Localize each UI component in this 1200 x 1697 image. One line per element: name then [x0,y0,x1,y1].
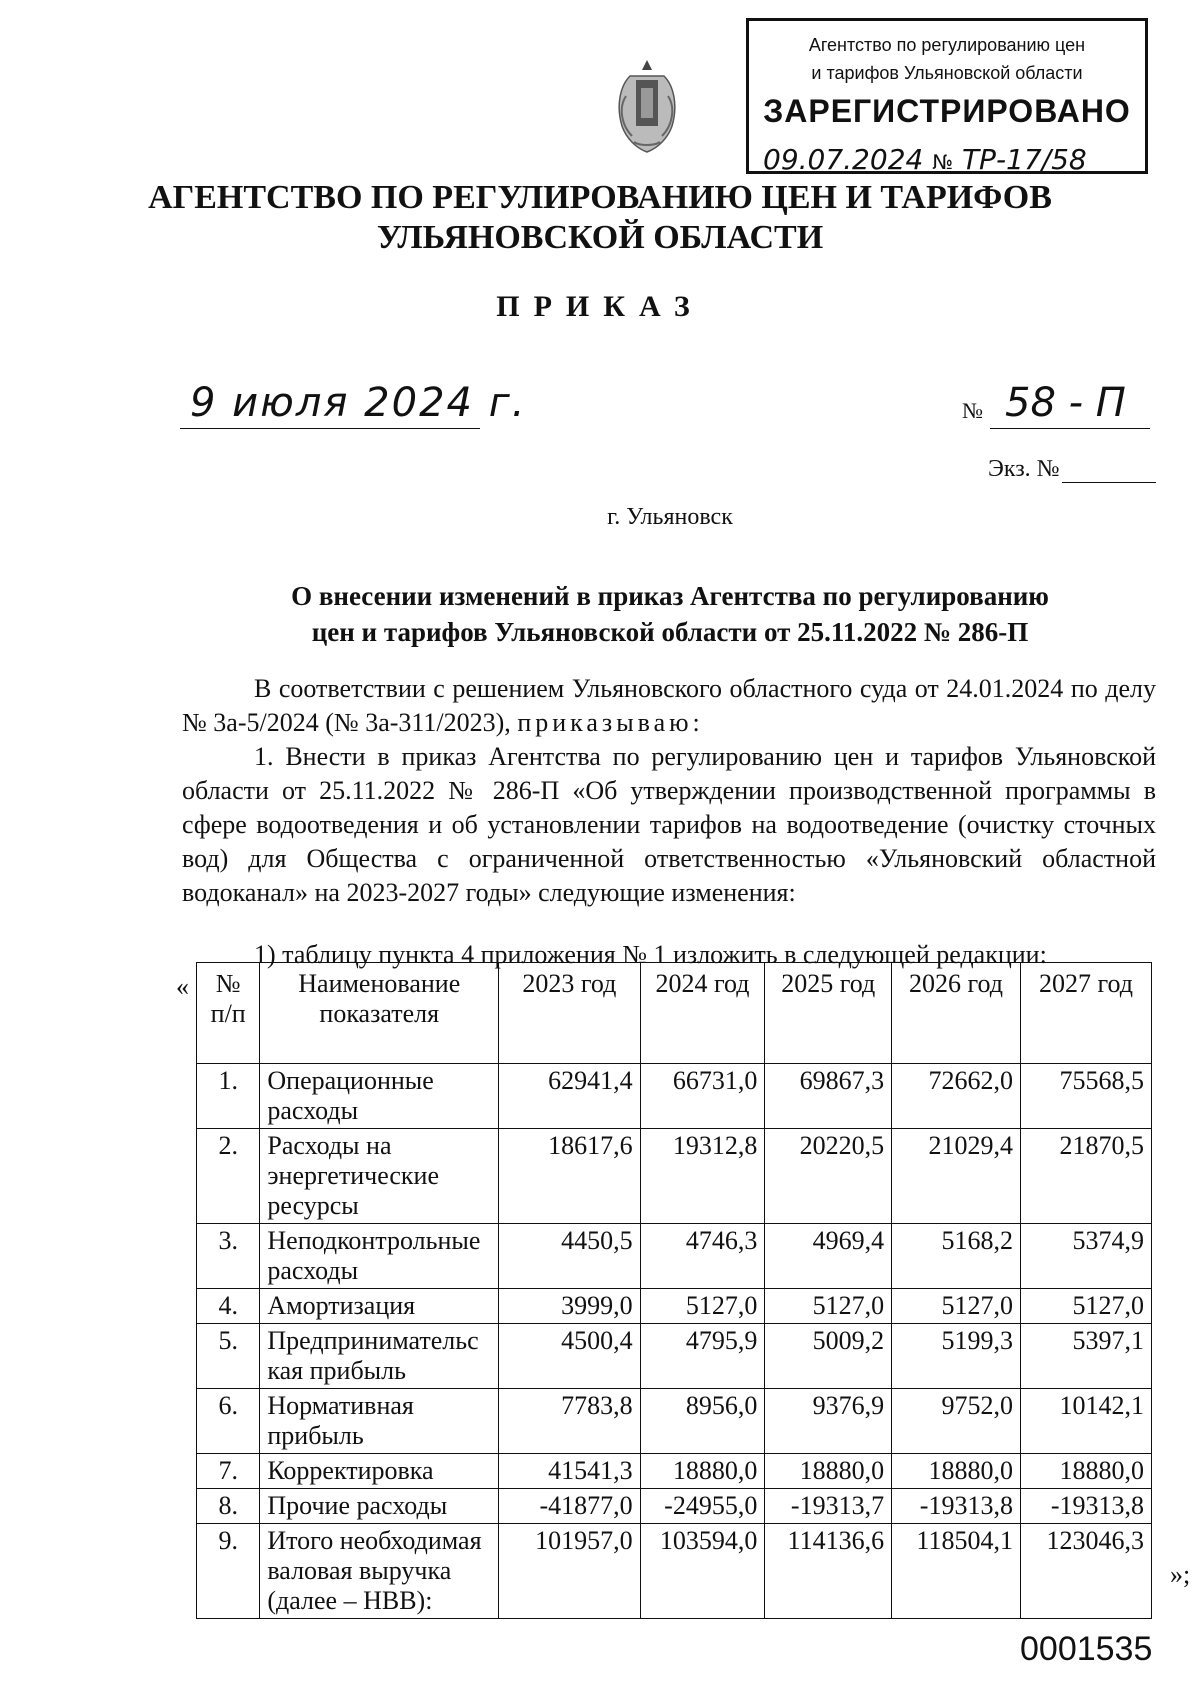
row-name: Прочие расходы [260,1489,499,1524]
number-underline [990,428,1150,429]
table-row [197,1289,1152,1324]
stamp-agency-line1: Агентство по регулированию цен [808,35,1086,55]
row-name: Нормативная прибыль [260,1389,499,1454]
value-2025: 5127,0 [765,1289,892,1324]
value-2026: -19313,8 [892,1489,1021,1524]
value-2027: 5127,0 [1020,1289,1151,1324]
row-number: 2. [197,1129,260,1224]
quote-open: « [176,972,189,1001]
value-2025: 69867,3 [765,1064,892,1129]
value-2026: 5127,0 [892,1289,1021,1324]
document-type: ПРИКАЗ [496,290,704,323]
row-number: 1. [197,1064,260,1129]
table-row [197,1489,1152,1524]
row-number: 4. [197,1289,260,1324]
agency-title-line1: АГЕНТСТВО ПО РЕГУЛИРОВАНИЮ ЦЕН И ТАРИФОВ [148,179,1052,216]
clause-1-paragraph: 1. Внести в приказ Агентства по регулированию цен и тарифов Ульяновской области от 25.11.2022 № 286-П «Об утверждении производственной программы в сфере водоотведения и об установлении тарифов на водоотведение (очистку сточных вод) для Общества с ограниченной ответственностью «Ульяновский областной водоканал» на 2023-2027 годы» следующие изменения: [182,742,1156,907]
value-2026: 118504,1 [892,1524,1021,1619]
value-2023: 62941,4 [499,1064,641,1129]
row-name: Предпринимательс кая прибыль [260,1324,499,1389]
header-2026: 2026 год [892,963,1021,1064]
table-row [197,1454,1152,1489]
table-row [197,1129,1152,1224]
preamble-text: В соответствии с решением Ульяновского областного суда от 24.01.2024 по делу № 3а-5/2024 (№ 3а-311/2023), [182,674,1156,737]
stamp-agency [749,31,1145,87]
value-2024: 103594,0 [640,1524,765,1619]
city: г. Ульяновск [607,504,733,530]
value-2025: 4969,4 [765,1224,892,1289]
stamp-reg-date: 09.07.2024 [763,143,924,176]
order-date: 9 июля 2024 г. [190,380,527,426]
value-2023: 101957,0 [499,1524,641,1619]
table-row [197,1064,1152,1129]
value-2025: 20220,5 [765,1129,892,1224]
stamp-reg-number: ТР-17/58 [961,143,1087,176]
header-name: Наименование показателя [260,963,499,1064]
header-num: № п/п [197,963,260,1064]
value-2027: -19313,8 [1020,1489,1151,1524]
stamp-agency-line2: и тарифов Ульяновской области [811,63,1083,83]
value-2026: 5199,3 [892,1324,1021,1389]
subject-line2: цен и тарифов Ульяновской области от 25.11.2022 № 286-П [311,617,1029,647]
value-2026: 72662,0 [892,1064,1021,1129]
value-2025: 18880,0 [765,1454,892,1489]
order-number: 58 - П [1005,380,1126,426]
value-2024: 19312,8 [640,1129,765,1224]
value-2023: 4500,4 [499,1324,641,1389]
header-2024: 2024 год [640,963,765,1064]
value-2027: 21870,5 [1020,1129,1151,1224]
value-2025: 9376,9 [765,1389,892,1454]
stamp-reg-no-label: № [932,150,954,174]
header-2025: 2025 год [765,963,892,1064]
table-row [197,1524,1152,1619]
value-2024: 8956,0 [640,1389,765,1454]
value-2024: 4795,9 [640,1324,765,1389]
row-number: 9. [197,1524,260,1619]
copy-number-label: Экз. № [988,456,1060,482]
indicators-table [196,962,1152,1619]
order-number-label: № [962,398,983,423]
order-word: приказываю: [517,708,704,737]
value-2023: -41877,0 [499,1489,641,1524]
table-header-row [197,963,1152,1064]
value-2024: 66731,0 [640,1064,765,1129]
row-name: Расходы на энергетические ресурсы [260,1129,499,1224]
preamble-paragraph [182,672,1156,740]
row-number: 8. [197,1489,260,1524]
value-2027: 5374,9 [1020,1224,1151,1289]
value-2024: 18880,0 [640,1454,765,1489]
stamp-status: ЗАРЕГИСТРИРОВАНО [763,93,1131,129]
row-name: Корректировка [260,1454,499,1489]
value-2023: 7783,8 [499,1389,641,1454]
agency-title-line2: УЛЬЯНОВСКОЙ ОБЛАСТИ [376,219,824,256]
value-2027: 18880,0 [1020,1454,1151,1489]
value-2027: 5397,1 [1020,1324,1151,1389]
value-2024: 4746,3 [640,1224,765,1289]
value-2026: 5168,2 [892,1224,1021,1289]
document-serial: 0001535 [1020,1630,1153,1668]
value-2024: -24955,0 [640,1489,765,1524]
value-2023: 3999,0 [499,1289,641,1324]
table-row [197,1224,1152,1289]
order-subject [0,578,1200,650]
row-name: Итого необходимая валовая выручка (далее – НВВ): [260,1524,499,1619]
row-number: 7. [197,1454,260,1489]
table-row [197,1324,1152,1389]
row-number: 6. [197,1389,260,1454]
value-2023: 41541,3 [499,1454,641,1489]
value-2026: 21029,4 [892,1129,1021,1224]
value-2023: 18617,6 [499,1129,641,1224]
coat-of-arms-icon [612,56,682,156]
value-2027: 123046,3 [1020,1524,1151,1619]
stamp-registration-line [763,143,1087,176]
copy-number-underline [1062,482,1156,483]
value-2027: 75568,5 [1020,1064,1151,1129]
quote-close: »; [1170,1560,1191,1589]
value-2025: 114136,6 [765,1524,892,1619]
header-2027: 2027 год [1020,963,1151,1064]
subject-line1: О внесении изменений в приказ Агентства по регулированию [291,581,1049,611]
value-2025: -19313,7 [765,1489,892,1524]
registration-stamp [746,18,1148,174]
value-2026: 18880,0 [892,1454,1021,1489]
row-number: 3. [197,1224,260,1289]
value-2026: 9752,0 [892,1389,1021,1454]
value-2023: 4450,5 [499,1224,641,1289]
row-name: Неподконтрольные расходы [260,1224,499,1289]
date-underline [180,428,480,429]
clause-1-subitem: 1) таблицу пункта 4 приложения № 1 изложить в следующей редакции: [254,940,1047,969]
row-name: Амортизация [260,1289,499,1324]
value-2024: 5127,0 [640,1289,765,1324]
value-2027: 10142,1 [1020,1389,1151,1454]
table-row [197,1389,1152,1454]
row-number: 5. [197,1324,260,1389]
header-2023: 2023 год [499,963,641,1064]
row-name: Операционные расходы [260,1064,499,1129]
value-2025: 5009,2 [765,1324,892,1389]
